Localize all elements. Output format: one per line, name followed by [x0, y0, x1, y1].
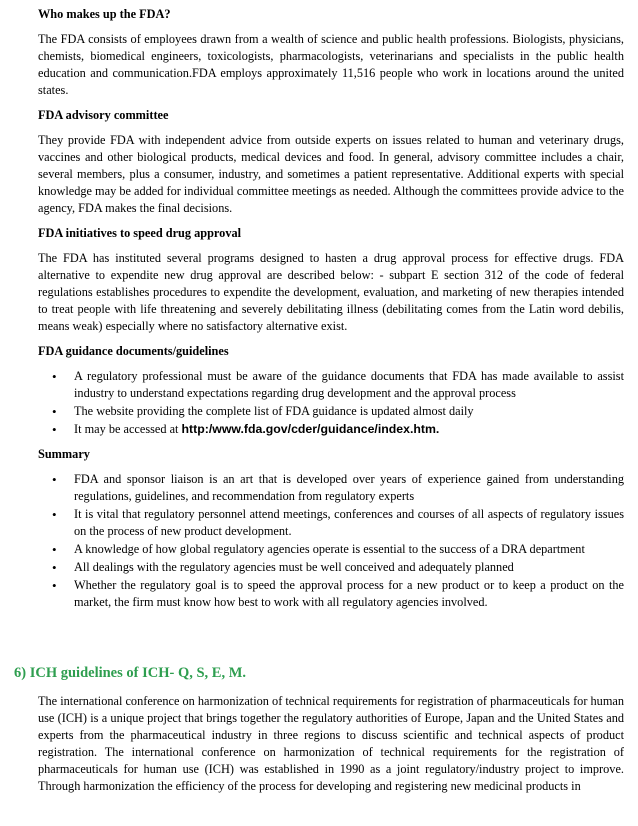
- list-item: • The website providing the complete list of FDA guidance is updated almost daily: [74, 403, 624, 420]
- heading-summary: Summary: [38, 447, 90, 461]
- list-item: • A knowledge of how global regulatory agencies operate is essential to the success of a DRA department: [74, 541, 624, 558]
- list-item: • A regulatory professional must be aware of the guidance documents that FDA has made available to assist industry to understand expectations regarding drug development and the approval process: [74, 368, 624, 402]
- paragraph-initiatives: The FDA has instituted several programs designed to hasten a drug approval process for effective drugs. FDA alternative to expendite new drug approval are described below: - subpart E section 312 of the code of federal regulations establishes procedures to expendite the development, evaluation, and marketing of new therapies intended to treat people with life threatening and severely debilitating illness (debilitating comes from the Latin word debilis, means weak) especially where no satisfactory alternative exist.: [38, 251, 624, 333]
- list-item: • FDA and sponsor liaison is an art that is developed over years of experience gained from understanding regulations, guidelines, and recommendation from regulatory experts: [74, 471, 624, 505]
- heading-fda-makeup: Who makes up the FDA?: [38, 7, 171, 21]
- list-item: • It is vital that regulatory personnel attend meetings, conferences and courses of all aspects of regulatory issues on the process of new product development.: [74, 506, 624, 540]
- heading-initiatives: FDA initiatives to speed drug approval: [38, 226, 242, 240]
- section-title-ich: 6) ICH guidelines of ICH- Q, S, E, M.: [14, 665, 247, 681]
- guidance-url-link[interactable]: http:/www.fda.gov/cder/guidance/index.htm.: [181, 422, 440, 436]
- paragraph-fda-makeup: The FDA consists of employees drawn from a wealth of science and public health professions. Biologists, physicians, chemists, biomedical engineers, toxicologists, pharmacologists, veterinarians and specialists in the public health education and communication.FDA employs approximately 11,516 people who work in locations around the united states.: [38, 32, 624, 97]
- summary-list: [38, 471, 624, 611]
- heading-advisory-committee: FDA advisory committee: [38, 108, 169, 122]
- access-text: It may be accessed at: [74, 422, 182, 436]
- list-item: • All dealings with the regulatory agencies must be well conceived and adequately planned: [74, 559, 624, 576]
- ich-section: [38, 693, 624, 803]
- list-item: • Whether the regulatory goal is to speed the approval process for a new product or to keep a product on the market, the firm must know how best to work with all regulatory agencies involved.: [74, 577, 624, 611]
- heading-guidance: FDA guidance documents/guidelines: [38, 344, 229, 358]
- paragraph-ich: The international conference on harmonization of technical requirements for registration of pharmaceuticals for human use (ICH) is a unique project that brings together the regulatory authorities of Europe, Japan and the United States and experts from the pharmaceutical industry in three regions to discuss scientific and technical aspects of product registration. The international conference on harmonization of technical requirements for the registration of pharmaceuticals for human use (ICH) was established in 1990 as a joint regulatory/industry project to improve. Through harmonization the efficiency of the process for developing and registering new medicinal products in: [38, 694, 624, 793]
- paragraph-advisory-committee: They provide FDA with independent advice from outside experts on issues related to human and veterinary drugs, vaccines and other biological products, medical devices and food. In general, advisory committee includes a chair, several members, plus a consumer, industry, and sometimes a patient representative. Additional experts with special knowledge may be added for individual committee meetings as needed. Although the committees provide advice to the agency, FDA makes the final decisions.: [38, 133, 624, 215]
- document-content: [38, 6, 624, 619]
- guidance-list: [38, 368, 624, 438]
- list-item: [74, 421, 624, 438]
